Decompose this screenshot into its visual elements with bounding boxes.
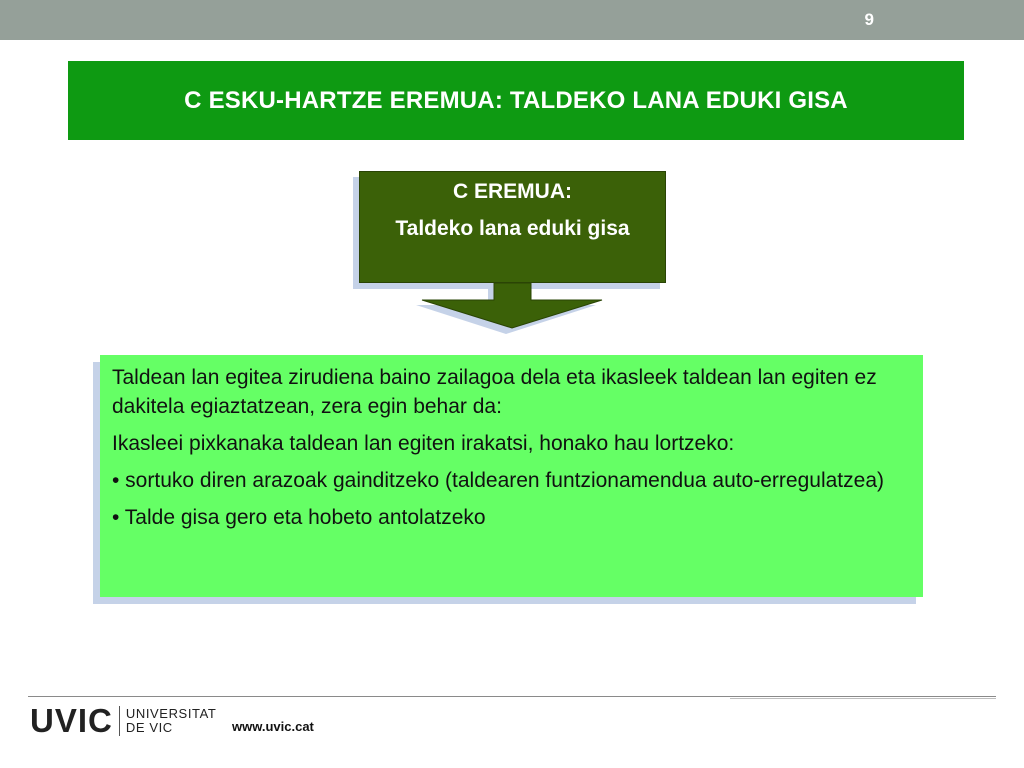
uvic-logo [30,704,216,738]
content-bullet-2: • Talde gisa gero eta hobeto antolatzeko [112,506,486,529]
website-link[interactable]: www.uvic.cat [232,719,314,734]
logo-name [126,707,217,735]
content-bullet-1: • sortuko diren arazoak gainditzeko (taldearen funtzionamendua auto-erregulatzea) [112,469,884,492]
slide-title: C ESKU-HARTZE EREMUA: TALDEKO LANA EDUKI GISA [184,86,848,114]
footer-divider [28,696,996,697]
area-box [359,171,666,283]
content-paragraph-2: Ikasleei pixkanaka taldean lan egiten irakatsi, honako hau lortzeko: [112,432,735,455]
logo-line-2: DE VIC [125,720,173,735]
content-paragraph-1: Taldean lan egitea zirudiena baino zailagoa dela eta ikasleek taldean lan egiten ez dakitela egiaztatzean, zera egin behar da: [112,366,877,418]
logo-line-1: UNIVERSITAT [125,706,217,721]
area-box-subtitle: Taldeko lana eduki gisa [395,217,630,240]
logo-mark: UVIC [30,702,113,739]
footer-divider-accent [730,698,996,699]
content-box [100,355,923,597]
logo-divider [119,706,120,736]
area-box-heading: C EREMUA: [453,180,572,203]
page-number: 9 [864,10,874,29]
